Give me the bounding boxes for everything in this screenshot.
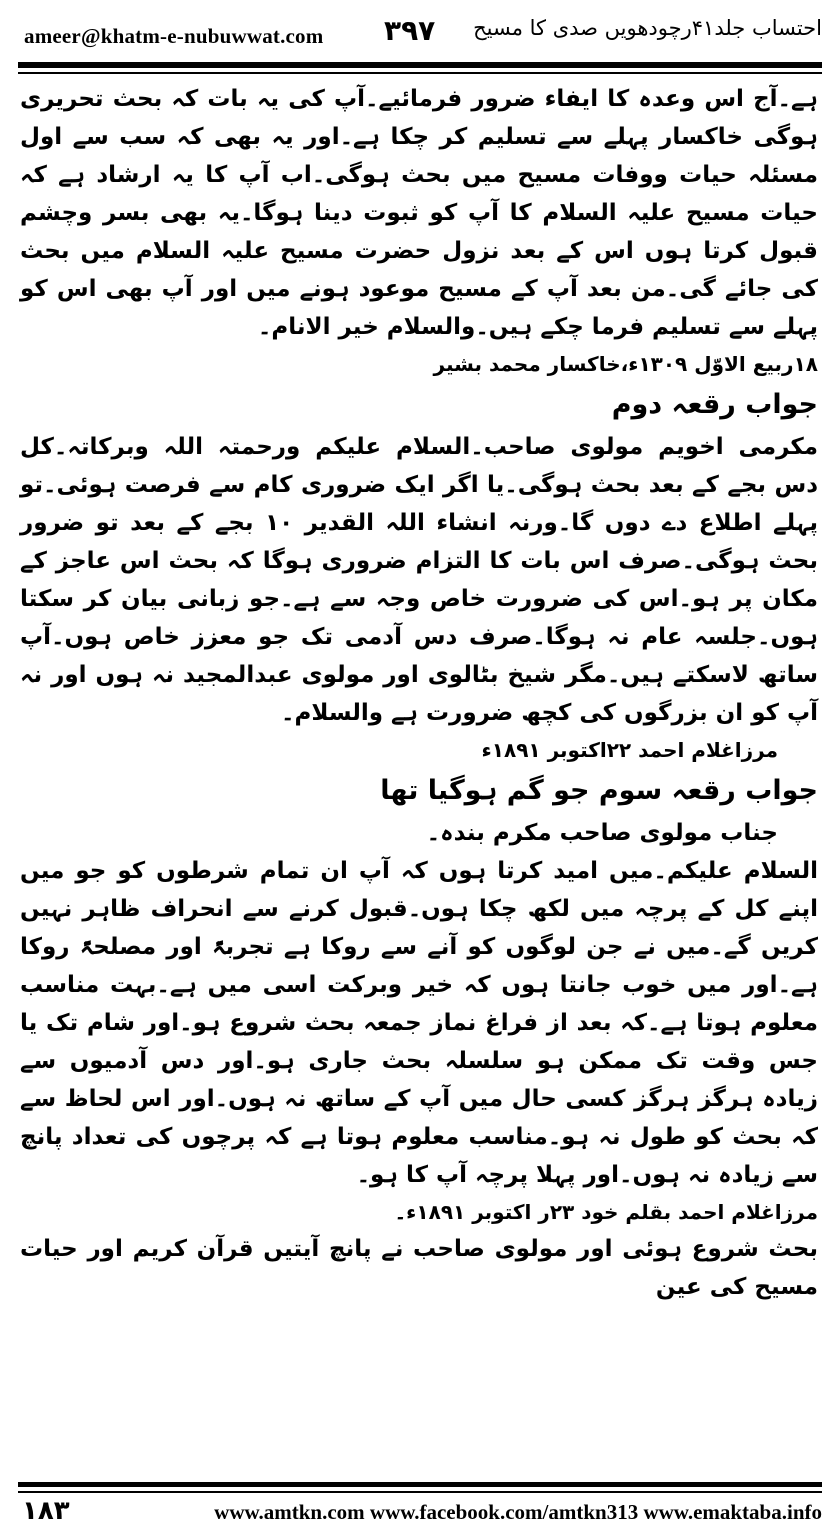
footer-page-number: ۱۸۳ <box>22 1496 70 1526</box>
footer-rule-thick <box>18 1482 822 1487</box>
reply3-paragraph: السلام علیکم۔میں امید کرتا ہوں کہ آپ ان تمام شرطوں کو جو میں اپنے کل کے پرچہ میں لکھ چکا ہوں۔قبول کرنے سے انحراف ظاہر نہیں کریں گے۔میں نے جن لوگوں کو آنے سے روکا ہے تجربۃً اور مصلحۃً روکا ہے۔اور میں خوب جانتا ہوں کہ خیر وبرکت اسی میں ہے۔بہت مناسب معلوم ہوتا ہے۔کہ بعد از فراغ نماز جمعہ بحث شروع ہو۔اور شام تک یا جس وقت تک ممکن ہو سلسلہ بحث جاری ہو۔اور دس آدمیوں سے زیادہ ہرگز ہرگز کسی حال میں آپ کے ساتھ نہ ہوں۔اور اس لحاظ سے کہ بحث کو طول نہ ہو۔مناسب معلوم ہوتا ہے کہ پرچوں کی تعداد پانچ سے زیادہ نہ ہوں۔اور پہلا پرچہ آپ کا ہو۔ <box>20 858 818 1188</box>
header-email: ameer@khatm-e-nubuwwat.com <box>24 24 324 48</box>
page-body <box>20 80 818 1306</box>
page-footer <box>18 1482 822 1530</box>
reply3-salutation: جناب مولوی صاحب مکرم بندہ۔ <box>426 820 778 846</box>
closing-paragraph: بحث شروع ہوئی اور مولوی صاحب نے پانچ آیتیں قرآن کریم اور حیات مسیح کی عین <box>20 1236 818 1300</box>
letter1-signature: ۱۸ربیع الاوّل ۱۳۰۹ء،خاکسار محمد بشیر <box>433 352 818 376</box>
footer-rule-thin <box>18 1491 822 1493</box>
reply2-heading: جواب رقعہ دوم <box>611 389 818 420</box>
header-rule-thick <box>18 62 822 68</box>
reply2-signature: مرزاغلام احمد ۲۲اکتوبر ۱۸۹۱ء <box>481 738 778 762</box>
header-rule-thin <box>18 72 822 74</box>
letter1-paragraph: ہے۔آج اس وعدہ کا ایفاء ضرور فرمائیے۔آپ کی یہ بات کہ بحث تحریری ہوگی خاکسار پہلے سے تسلیم کر چکا ہے۔اور یہ بھی کہ سب سے اول مسئلہ حیات ووفات مسیح میں بحث ہوگی۔اب آپ کا یہ ارشاد ہے کہ حیات مسیح علیہ السلام کا آپ کو ثبوت دینا ہوگا۔یہ بھی بسر وچشم قبول کرتا ہوں اس کے بعد نزول حضرت مسیح علیہ السلام میں بحث کی جائے گی۔من بعد آپ کے مسیح موعود ہونے میں اور آپ بھی اس کو پہلے سے تسلیم فرما چکے ہیں۔والسلام خیر الانام۔ <box>20 86 818 340</box>
reply2-paragraph: مکرمی اخویم مولوی صاحب۔السلام علیکم ورحمتہ اللہ وبرکاتہ۔کل دس بجے کے بعد بحث ہوگی۔یا اگر ایک ضروری کام سے فرصت ہوئی۔تو پہلے اطلاع دے دوں گا۔ورنہ انشاء اللہ القدیر ۱۰ بجے کے بعد تو ضرور بحث ہوگی۔صرف اس بات کا التزام ضروری ہوگا کہ بحث اس عاجز کے مکان پر ہو۔اس کی ضرورت خاص وجہ سے ہے۔جو زبانی بیان کر سکتا ہوں۔جلسہ عام نہ ہوگا۔صرف دس آدمی تک جو معزز خاص ہوں۔آپ ساتھ لاسکتے ہیں۔مگر شیخ بٹالوی اور مولوی عبدالمجید نہ ہوں اور نہ آپ کو ان بزرگوں کی کچھ ضرورت ہے والسلام۔ <box>20 434 819 726</box>
header-book-title: احتساب جلد۴۱رچودھویں صدی کا مسیح <box>473 16 822 40</box>
page-header <box>24 8 822 58</box>
header-page-number: ۳۹۷ <box>384 14 436 47</box>
footer-links: www.amtkn.com www.facebook.com/amtkn313 www.emaktaba.info <box>214 1500 822 1524</box>
reply3-signature: مرزاغلام احمد بقلم خود ۲۳ر اکتوبر ۱۸۹۱ء۔ <box>394 1200 818 1224</box>
reply3-heading: جواب رقعہ سوم جو گم ہوگیا تھا <box>380 775 818 806</box>
